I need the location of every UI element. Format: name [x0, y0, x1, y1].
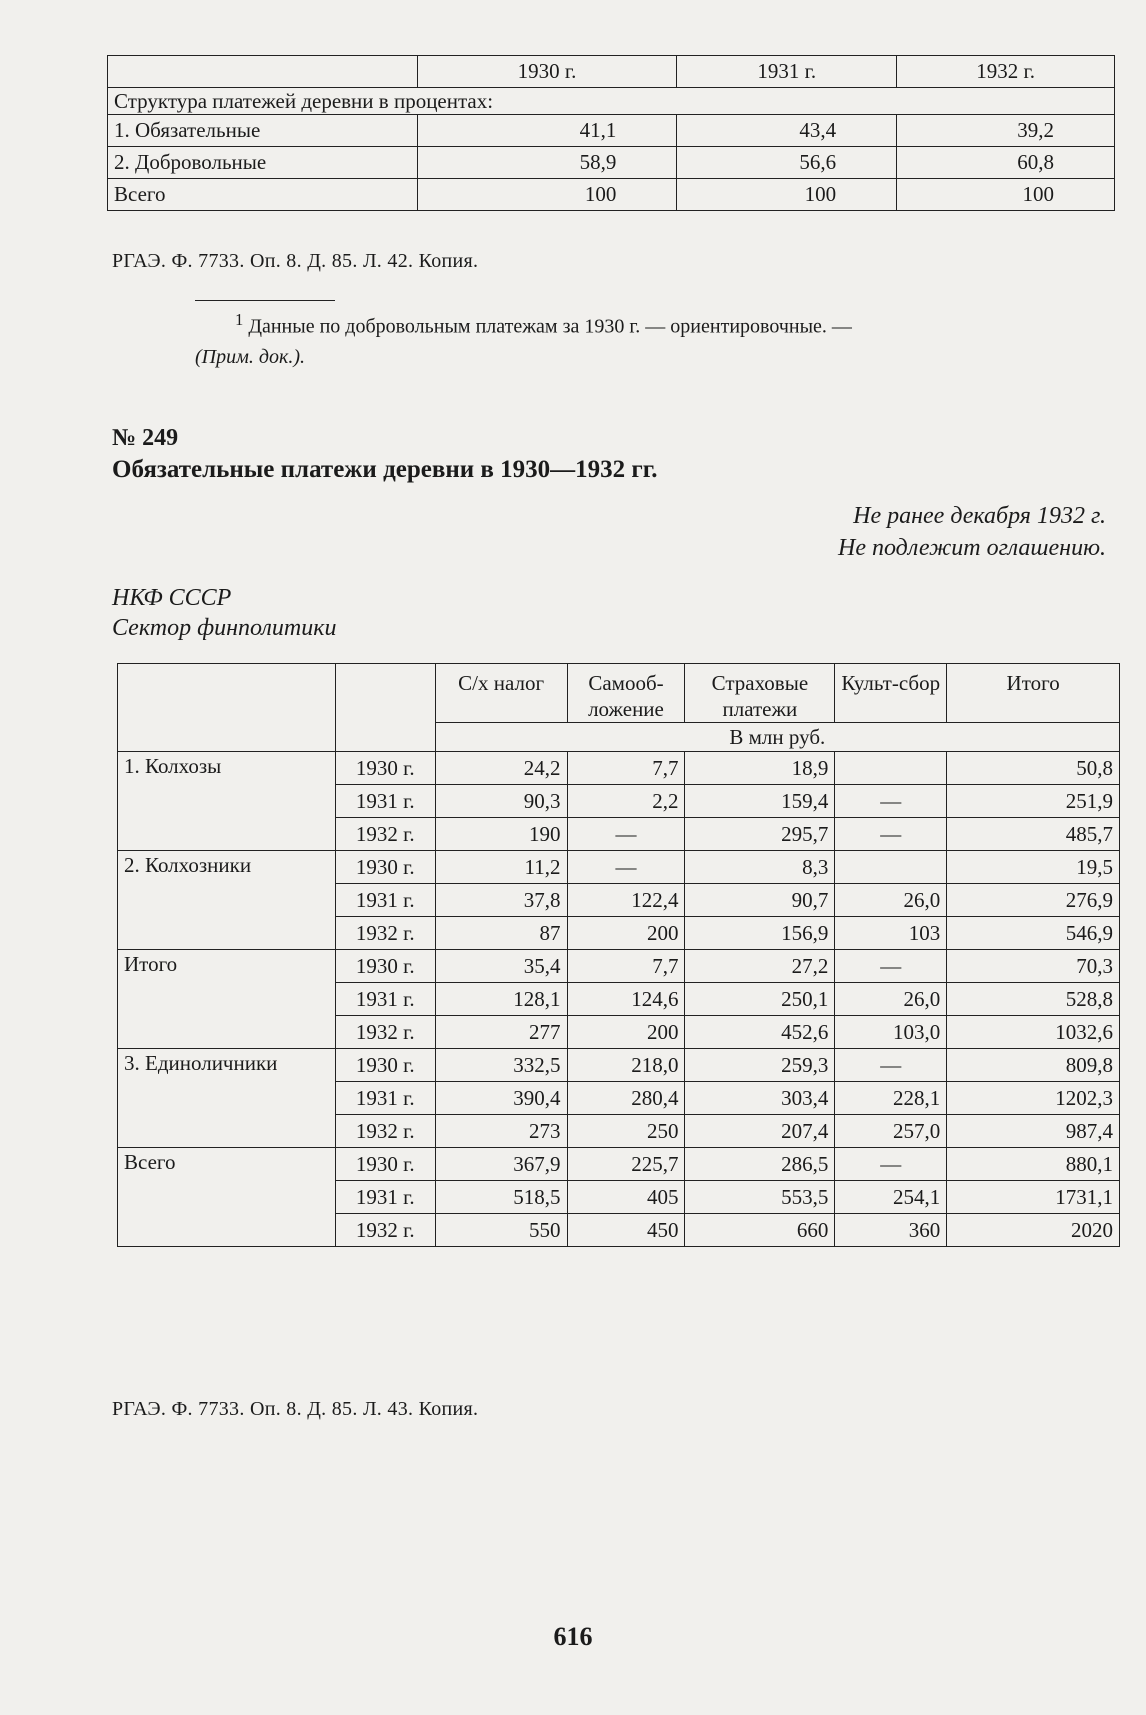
cell-value: 18,9: [685, 752, 835, 785]
cell-value: 528,8: [947, 983, 1120, 1016]
cell-value: 156,9: [685, 917, 835, 950]
cell-value: 660: [685, 1214, 835, 1247]
cell-value: 277: [435, 1016, 567, 1049]
cell-value: 405: [567, 1181, 685, 1214]
page-number: 616: [553, 1622, 593, 1651]
year-header: 1932 г.: [897, 56, 1115, 88]
section-label-row: [108, 88, 1115, 115]
row-label: Всего: [108, 179, 418, 211]
cell-value: 60,8: [897, 147, 1115, 179]
cell-value: 35,4: [435, 950, 567, 983]
year-cell: 1931 г.: [335, 884, 435, 917]
column-header: С/х налог: [435, 664, 567, 723]
cell-value: 90,3: [435, 785, 567, 818]
cell-value: 87: [435, 917, 567, 950]
cell-value: 122,4: [567, 884, 685, 917]
cell-value: [835, 851, 947, 884]
cell-value: 367,9: [435, 1148, 567, 1181]
cell-value: 19,5: [947, 851, 1120, 884]
cell-value: 24,2: [435, 752, 567, 785]
footnote: [195, 300, 1100, 372]
footnote-rule: [195, 300, 335, 301]
footnote-text: Данные по добровольным платежам за 1930 г. — ориентировочные. —: [248, 315, 852, 338]
table-row: [108, 179, 1115, 211]
cell-value: —: [567, 851, 685, 884]
cell-value: 100: [677, 179, 897, 211]
cell-value: 190: [435, 818, 567, 851]
year-cell: 1930 г.: [335, 950, 435, 983]
cell-value: 128,1: [435, 983, 567, 1016]
cell-value: —: [835, 785, 947, 818]
cell-value: 124,6: [567, 983, 685, 1016]
cell-value: 218,0: [567, 1049, 685, 1082]
archive-source: РГАЭ. Ф. 7733. Оп. 8. Д. 85. Л. 42. Копия.: [112, 250, 479, 272]
cell-value: 450: [567, 1214, 685, 1247]
row-label: 2. Добровольные: [108, 147, 418, 179]
units-label: В млн руб.: [435, 723, 1119, 752]
cell-value: 27,2: [685, 950, 835, 983]
cell-value: 50,8: [947, 752, 1120, 785]
archive-source: РГАЭ. Ф. 7733. Оп. 8. Д. 85. Л. 43. Копия.: [112, 1398, 479, 1420]
cell-value: 332,5: [435, 1049, 567, 1082]
cell-value: 286,5: [685, 1148, 835, 1181]
year-cell: 1931 г.: [335, 983, 435, 1016]
cell-value: 280,4: [567, 1082, 685, 1115]
cell-value: 200: [567, 917, 685, 950]
cell-value: 485,7: [947, 818, 1120, 851]
cell-value: 8,3: [685, 851, 835, 884]
cell-value: 26,0: [835, 983, 947, 1016]
document-date: Не ранее декабря 1932 г.: [853, 503, 1106, 529]
category-label: 1. Колхозы: [118, 752, 336, 851]
restriction-note: Не подлежит оглашению.: [838, 535, 1106, 561]
cell-value: 7,7: [567, 950, 685, 983]
table-row: [118, 752, 1120, 785]
cell-value: 273: [435, 1115, 567, 1148]
cell-value: 1731,1: [947, 1181, 1120, 1214]
cell-value: 276,9: [947, 884, 1120, 917]
year-header: 1930 г.: [417, 56, 677, 88]
cell-value: 550: [435, 1214, 567, 1247]
year-cell: 1931 г.: [335, 785, 435, 818]
cell-value: 518,5: [435, 1181, 567, 1214]
year-cell: 1932 г.: [335, 1115, 435, 1148]
cell-value: —: [835, 1148, 947, 1181]
cell-value: 250,1: [685, 983, 835, 1016]
category-label: Итого: [118, 950, 336, 1049]
cell-value: —: [835, 1049, 947, 1082]
category-label: 3. Единоличники: [118, 1049, 336, 1148]
category-label: Всего: [118, 1148, 336, 1247]
cell-value: 43,4: [677, 115, 897, 147]
document-number: № 249: [112, 425, 179, 451]
column-header: Культ-сбор: [835, 664, 947, 723]
table-row: [118, 851, 1120, 884]
organization: [112, 583, 336, 643]
year-cell: 1930 г.: [335, 1049, 435, 1082]
cell-value: 37,8: [435, 884, 567, 917]
payment-structure-table: [107, 55, 1115, 211]
org-department: Сектор финполитики: [112, 615, 337, 641]
cell-value: 257,0: [835, 1115, 947, 1148]
cell-value: 70,3: [947, 950, 1120, 983]
payments-table: [117, 663, 1120, 1247]
cell-value: 228,1: [835, 1082, 947, 1115]
footnote-note: (Прим. док.).: [195, 345, 305, 368]
cell-value: 880,1: [947, 1148, 1120, 1181]
cell-value: 58,9: [417, 147, 677, 179]
cell-value: 7,7: [567, 752, 685, 785]
cell-value: 553,5: [685, 1181, 835, 1214]
cell-value: 11,2: [435, 851, 567, 884]
cell-value: 56,6: [677, 147, 897, 179]
cell-value: 1202,3: [947, 1082, 1120, 1115]
cell-value: 225,7: [567, 1148, 685, 1181]
year-cell: 1931 г.: [335, 1082, 435, 1115]
year-cell: 1931 г.: [335, 1181, 435, 1214]
year-cell: 1932 г.: [335, 917, 435, 950]
cell-value: 259,3: [685, 1049, 835, 1082]
column-header: Самооб-ложение: [567, 664, 685, 723]
cell-value: [835, 752, 947, 785]
cell-value: —: [835, 950, 947, 983]
year-cell: 1930 г.: [335, 851, 435, 884]
cell-value: 987,4: [947, 1115, 1120, 1148]
cell-value: —: [835, 818, 947, 851]
table-header-row: [108, 56, 1115, 88]
cell-value: 1032,6: [947, 1016, 1120, 1049]
cell-value: 809,8: [947, 1049, 1120, 1082]
cell-value: 39,2: [897, 115, 1115, 147]
table-row: [118, 1049, 1120, 1082]
cell-value: 254,1: [835, 1181, 947, 1214]
cell-value: 360: [835, 1214, 947, 1247]
cell-value: 2020: [947, 1214, 1120, 1247]
cell-value: 26,0: [835, 884, 947, 917]
cell-value: 251,9: [947, 785, 1120, 818]
table-header-row: [118, 664, 1120, 723]
table-row: [108, 115, 1115, 147]
cell-value: 100: [897, 179, 1115, 211]
table-row: [108, 147, 1115, 179]
section-label: Структура платежей деревни в процентах:: [108, 88, 1115, 115]
year-header: 1931 г.: [677, 56, 897, 88]
cell-value: 295,7: [685, 818, 835, 851]
cell-value: 100: [417, 179, 677, 211]
year-cell: 1932 г.: [335, 818, 435, 851]
row-label: 1. Обязательные: [108, 115, 418, 147]
cell-value: 207,4: [685, 1115, 835, 1148]
cell-value: 250: [567, 1115, 685, 1148]
column-header: Страховые платежи: [685, 664, 835, 723]
year-cell: 1932 г.: [335, 1016, 435, 1049]
cell-value: 90,7: [685, 884, 835, 917]
cell-value: 159,4: [685, 785, 835, 818]
table-row: [118, 1148, 1120, 1181]
cell-value: 41,1: [417, 115, 677, 147]
footnote-marker: 1: [235, 310, 244, 329]
cell-value: 2,2: [567, 785, 685, 818]
table-row: [118, 950, 1120, 983]
cell-value: 452,6: [685, 1016, 835, 1049]
cell-value: 103,0: [835, 1016, 947, 1049]
cell-value: —: [567, 818, 685, 851]
document-title: Обязательные платежи деревни в 1930—1932 гг.: [112, 456, 658, 483]
column-header: Итого: [947, 664, 1120, 723]
cell-value: 390,4: [435, 1082, 567, 1115]
category-label: 2. Колхозники: [118, 851, 336, 950]
cell-value: 103: [835, 917, 947, 950]
year-cell: 1930 г.: [335, 752, 435, 785]
cell-value: 200: [567, 1016, 685, 1049]
date-block: [838, 500, 1106, 564]
year-cell: 1930 г.: [335, 1148, 435, 1181]
cell-value: 303,4: [685, 1082, 835, 1115]
cell-value: 546,9: [947, 917, 1120, 950]
year-cell: 1932 г.: [335, 1214, 435, 1247]
org-name: НКФ СССР: [112, 585, 232, 611]
